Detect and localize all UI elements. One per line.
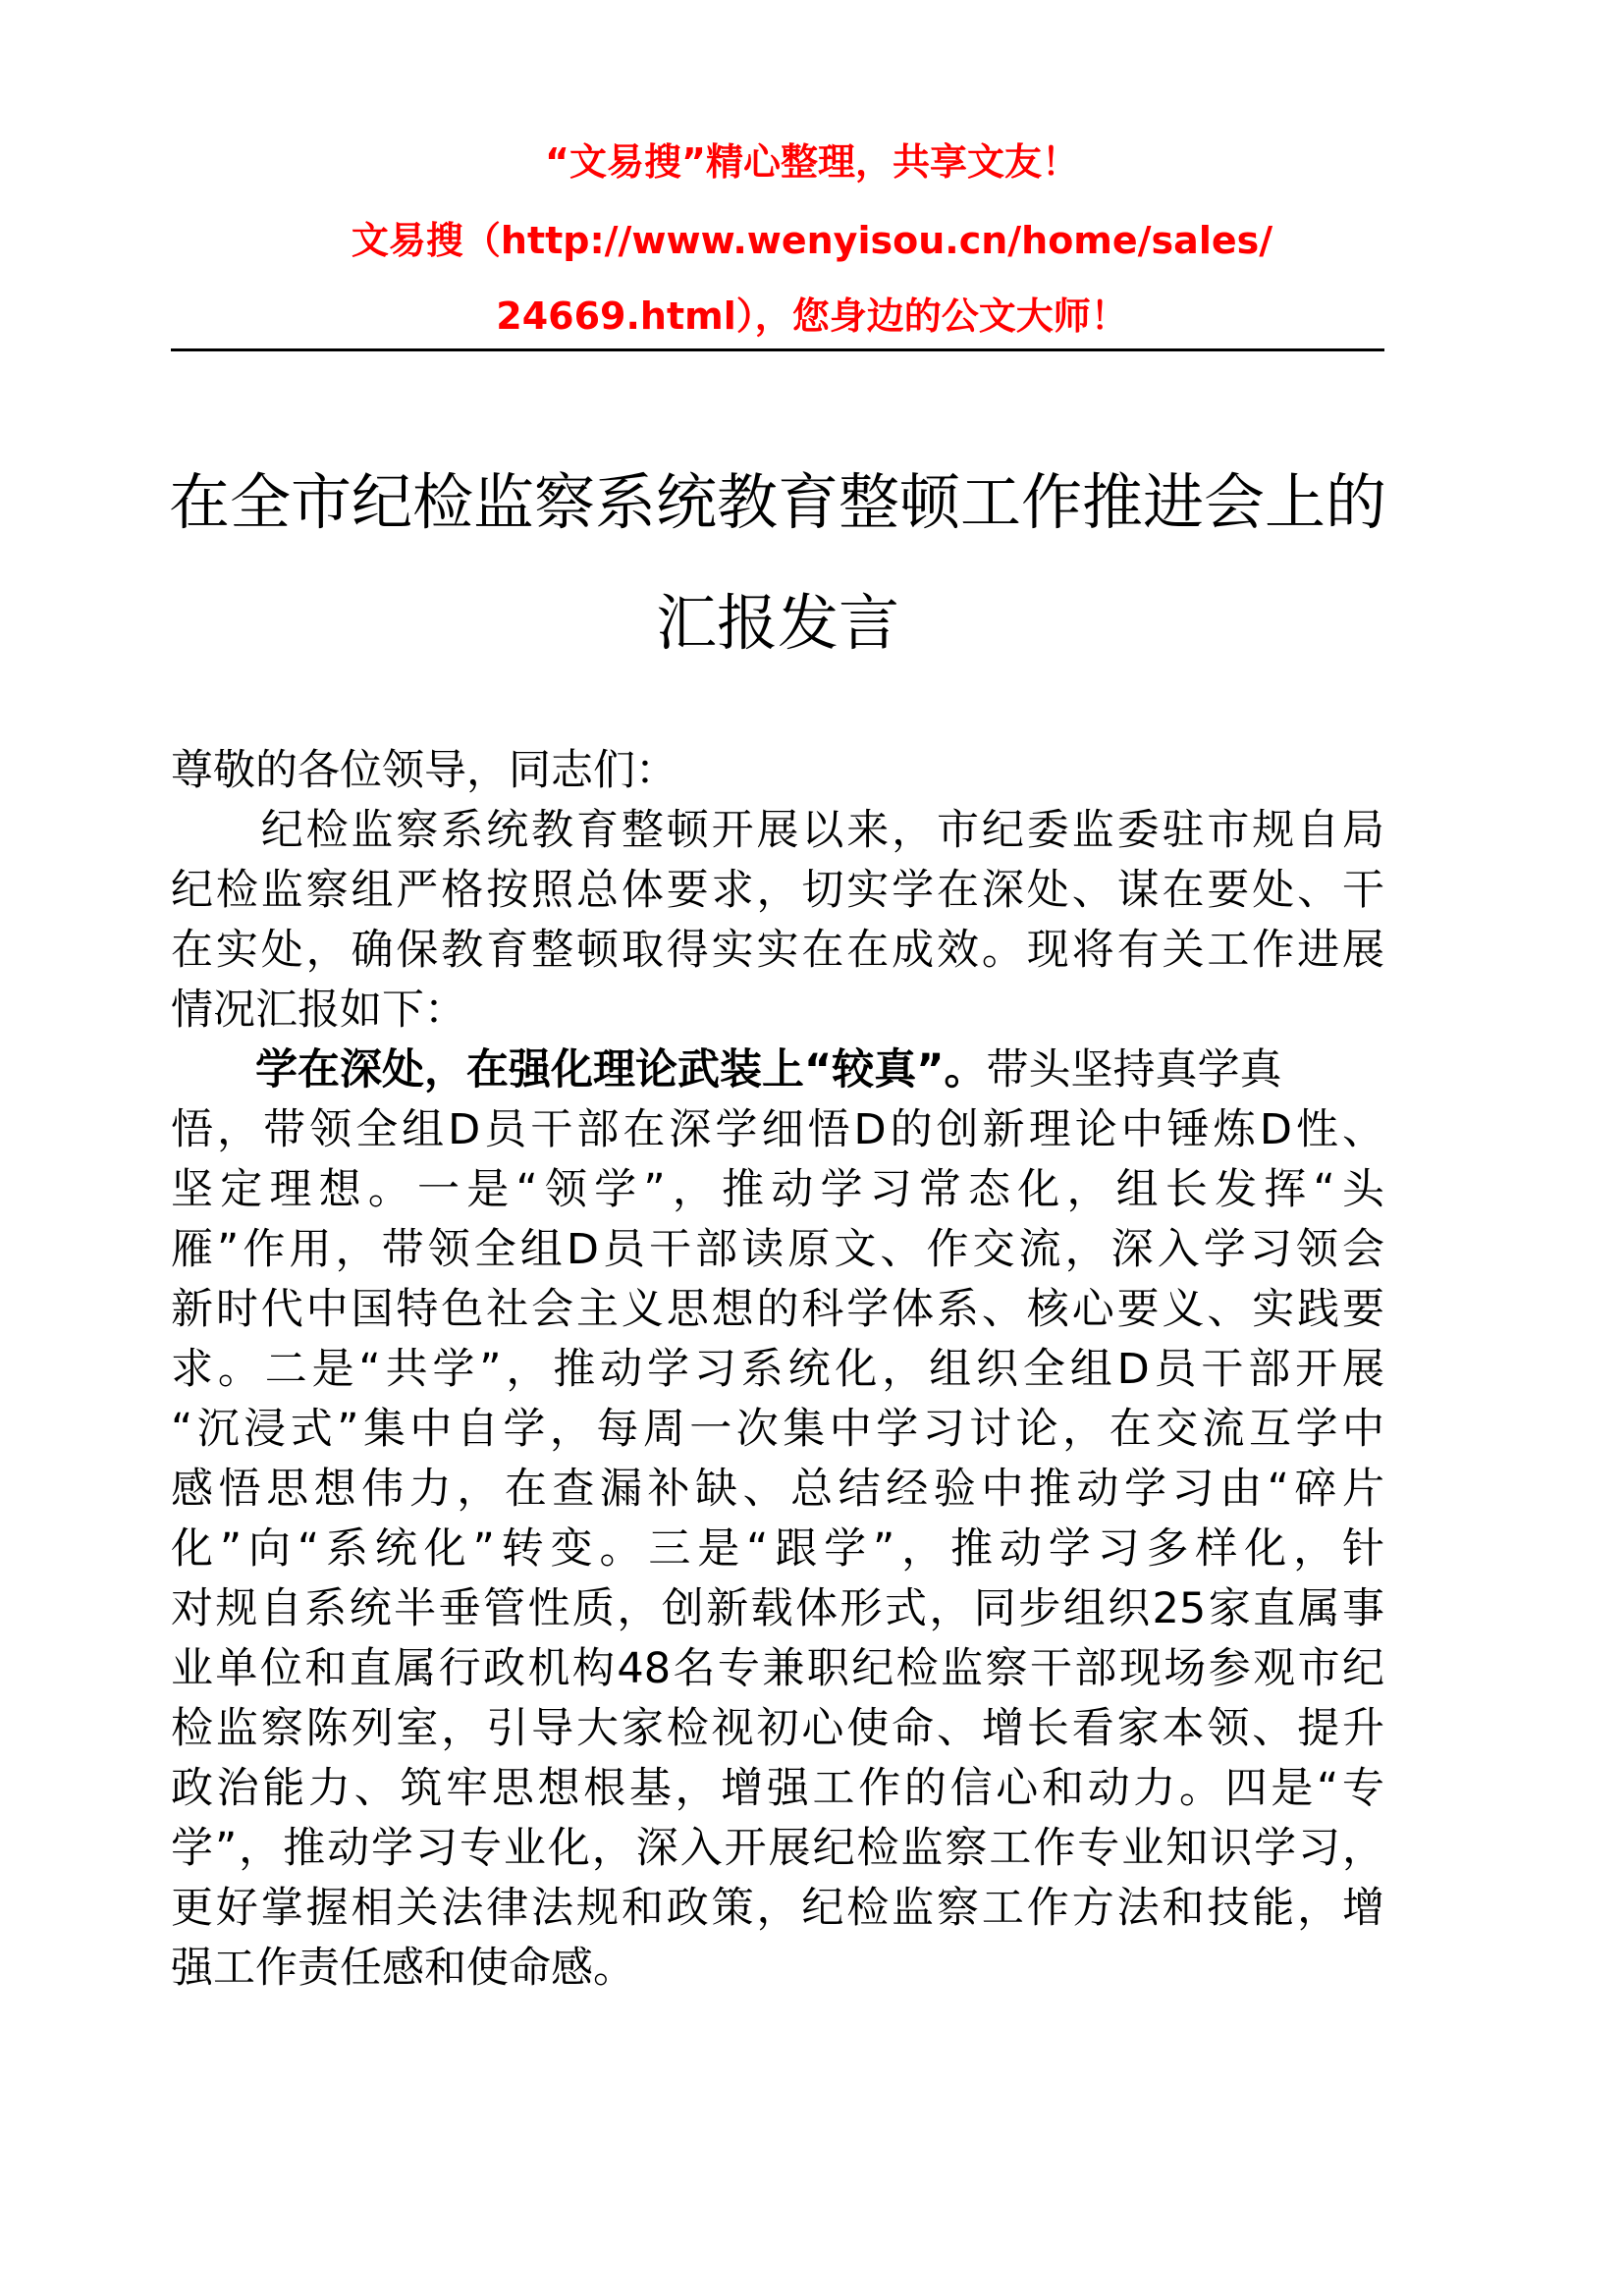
paragraph-line: 纪检监察系统教育整顿开展以来，市纪委监委驻市规自局 xyxy=(171,806,1384,855)
paragraph-line: 在实处，确保教育整顿取得实实在在成效。现将有关工作进展 xyxy=(171,926,1384,975)
section-heading: 学在深处，在强化理论武装上“较真”。 xyxy=(255,1045,987,1095)
paragraph-line: “沉浸式”集中自学，每周一次集中学习讨论，在交流互学中 xyxy=(171,1405,1384,1454)
paragraph-line: 检监察陈列室，引导大家检视初心使命、增长看家本领、提升 xyxy=(171,1704,1384,1753)
paragraph-line: 更好掌握相关法律法规和政策，纪检监察工作方法和技能，增 xyxy=(171,1884,1384,1933)
document-title-line-1: 在全市纪检监察系统教育整顿工作推进会上的 xyxy=(168,466,1386,538)
paragraph-line: 感悟思想伟力，在查漏补缺、总结经验中推动学习由“碎片 xyxy=(171,1465,1384,1514)
paragraph-line: 业单位和直属行政机构48名专兼职纪检监察干部现场参观市纪 xyxy=(171,1644,1384,1693)
paragraph-line: 化”向“系统化”转变。三是“跟学”，推动学习多样化，针 xyxy=(171,1524,1384,1574)
paragraph-indent xyxy=(171,1042,255,1097)
paragraph-line: 学”，推动学习专业化，深入开展纪检监察工作专业知识学习， xyxy=(171,1824,1384,1873)
watermark-line-1: “文易搜”精心整理，共享文友！ xyxy=(545,140,1079,184)
section-text: 带头坚持真学真 xyxy=(986,1045,1282,1095)
paragraph-line: 雁”作用，带领全组D员干部读原文、作交流，深入学习领会 xyxy=(171,1225,1384,1274)
paragraph-line: 悟，带领全组D员干部在深学细悟D的创新理论中锤炼D性、 xyxy=(171,1105,1384,1154)
paragraph-line: 新时代中国特色社会主义思想的科学体系、核心要义、实践要 xyxy=(171,1285,1384,1334)
salutation: 尊敬的各位领导，同志们： xyxy=(171,746,677,795)
document-title-line-2: 汇报发言 xyxy=(655,587,899,659)
watermark-line-2: 文易搜（http://www.wenyisou.cn/home/sales/ xyxy=(351,219,1273,262)
header-divider xyxy=(171,348,1384,351)
watermark-line-3: 24669.html），您身边的公文大师！ xyxy=(496,294,1128,338)
section-heading-line xyxy=(171,1042,1384,1097)
paragraph-line: 对规自系统半垂管性质，创新载体形式，同步组织25家直属事 xyxy=(171,1584,1384,1633)
paragraph-line: 情况汇报如下： xyxy=(171,986,466,1035)
paragraph-line: 求。二是“共学”，推动学习系统化，组织全组D员干部开展 xyxy=(171,1345,1384,1394)
paragraph-line: 纪检监察组严格按照总体要求，切实学在深处、谋在要处、干 xyxy=(171,866,1384,915)
paragraph-line: 政治能力、筑牢思想根基，增强工作的信心和动力。四是“专 xyxy=(171,1764,1384,1813)
paragraph-line: 强工作责任感和使命感。 xyxy=(171,1944,635,1993)
paragraph-line: 坚定理想。一是“领学”，推动学习常态化，组长发挥“头 xyxy=(171,1165,1384,1214)
